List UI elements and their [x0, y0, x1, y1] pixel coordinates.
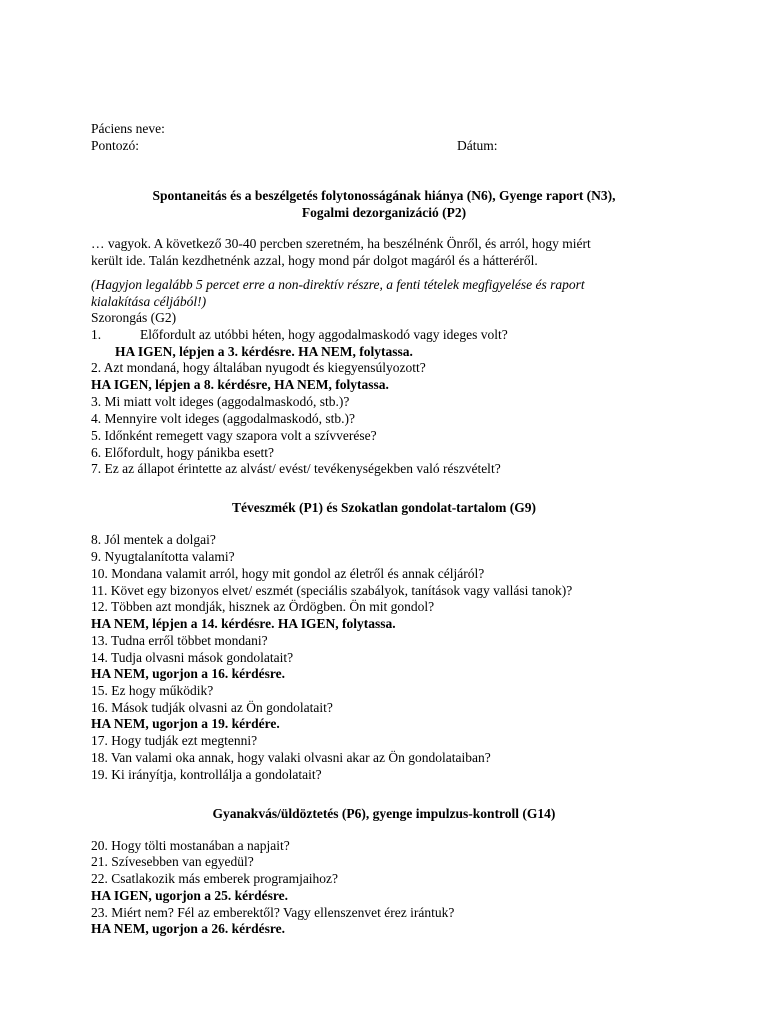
- intro-line1: … vagyok. A következő 30-40 percben szeretném, ha beszélnénk Önről, és arról, hogy miért: [91, 236, 591, 251]
- question-15: 15. Ez hogy működik?: [91, 683, 214, 698]
- section2-title: Téveszmék (P1) és Szokatlan gondolat-tartalom (G9): [231, 500, 537, 515]
- question-4: 4. Mennyire volt ideges (aggodalmaskodó, stb.)?: [91, 411, 355, 426]
- subsection-anxiety: Szorongás (G2): [91, 310, 177, 325]
- section1-title-line2: Fogalmi dezorganizáció (P2): [301, 205, 467, 220]
- instruction-16: HA NEM, ugorjon a 19. kérdére.: [91, 716, 280, 731]
- question-20: 20. Hogy tölti mostanában a napjait?: [91, 838, 290, 853]
- instruction-12: HA NEM, lépjen a 14. kérdésre. HA IGEN, folytassa.: [91, 616, 396, 631]
- section1-title-line1: Spontaneitás és a beszélgetés folytonosságának hiánya (N6), Gyenge raport (N3),: [152, 188, 616, 203]
- section3-title: Gyanakvás/üldöztetés (P6), gyenge impulzus-kontroll (G14): [212, 806, 556, 821]
- question-19: 19. Ki irányítja, kontrollálja a gondolatait?: [91, 767, 322, 782]
- question-8: 8. Jól mentek a dolgai?: [91, 532, 216, 547]
- question-1-number: 1.: [91, 327, 102, 342]
- question-11: 11. Követ egy bizonyos elvet/ eszmét (speciális szabályok, tanítások vagy vallási tanok)?: [91, 583, 573, 598]
- question-6: 6. Előfordult, hogy pánikba esett?: [91, 445, 274, 460]
- instruction-2: HA IGEN, lépjen a 8. kérdésre, HA NEM, folytassa.: [91, 377, 389, 392]
- question-5: 5. Időnként remegett vagy szapora volt a szívverése?: [91, 428, 377, 443]
- question-2: 2. Azt mondaná, hogy általában nyugodt és kiegyensúlyozott?: [91, 360, 426, 375]
- patient-name-label: Páciens neve:: [91, 121, 165, 136]
- question-17: 17. Hogy tudják ezt megtenni?: [91, 733, 258, 748]
- date-label: Dátum:: [457, 138, 498, 153]
- question-16: 16. Mások tudják olvasni az Ön gondolatait?: [91, 700, 333, 715]
- question-21: 21. Szívesebben van egyedül?: [91, 854, 254, 869]
- question-12: 12. Többen azt mondják, hisznek az Ördögben. Ön mit gondol?: [91, 599, 435, 614]
- instruction-14: HA NEM, ugorjon a 16. kérdésre.: [91, 666, 285, 681]
- note-line2: kialakítása céljából!): [91, 294, 207, 309]
- question-18: 18. Van valami oka annak, hogy valaki olvasni akar az Ön gondolataiban?: [91, 750, 491, 765]
- intro-line2: került ide. Talán kezdhetnénk azzal, hogy mond pár dolgot magáról és a hátteréről.: [91, 253, 538, 268]
- question-7: 7. Ez az állapot érintette az alvást/ evést/ tevékenységekben való részvételt?: [91, 461, 501, 476]
- question-14: 14. Tudja olvasni mások gondolatait?: [91, 650, 294, 665]
- instruction-23: HA NEM, ugorjon a 26. kérdésre.: [91, 921, 285, 936]
- instruction-1: HA IGEN, lépjen a 3. kérdésre. HA NEM, folytassa.: [115, 344, 413, 359]
- question-1: [91, 326, 508, 343]
- scorer-label: Pontozó:: [91, 138, 140, 153]
- question-23: 23. Miért nem? Fél az emberektől? Vagy ellenszenvet érez irántuk?: [91, 905, 455, 920]
- instruction-22: HA IGEN, ugorjon a 25. kérdésre.: [91, 888, 289, 903]
- question-10: 10. Mondana valamit arról, hogy mit gondol az életről és annak céljáról?: [91, 566, 485, 581]
- note-line1: (Hagyjon legalább 5 percet erre a non-direktív részre, a fenti tételek megfigyelése és raport: [91, 277, 585, 292]
- question-1-text: Előfordult az utóbbi héten, hogy aggodalmaskodó vagy ideges volt?: [140, 327, 508, 342]
- question-3: 3. Mi miatt volt ideges (aggodalmaskodó, stb.)?: [91, 394, 350, 409]
- question-22: 22. Csatlakozik más emberek programjaihoz?: [91, 871, 339, 886]
- question-13: 13. Tudna erről többet mondani?: [91, 633, 268, 648]
- question-9: 9. Nyugtalanította valami?: [91, 549, 235, 564]
